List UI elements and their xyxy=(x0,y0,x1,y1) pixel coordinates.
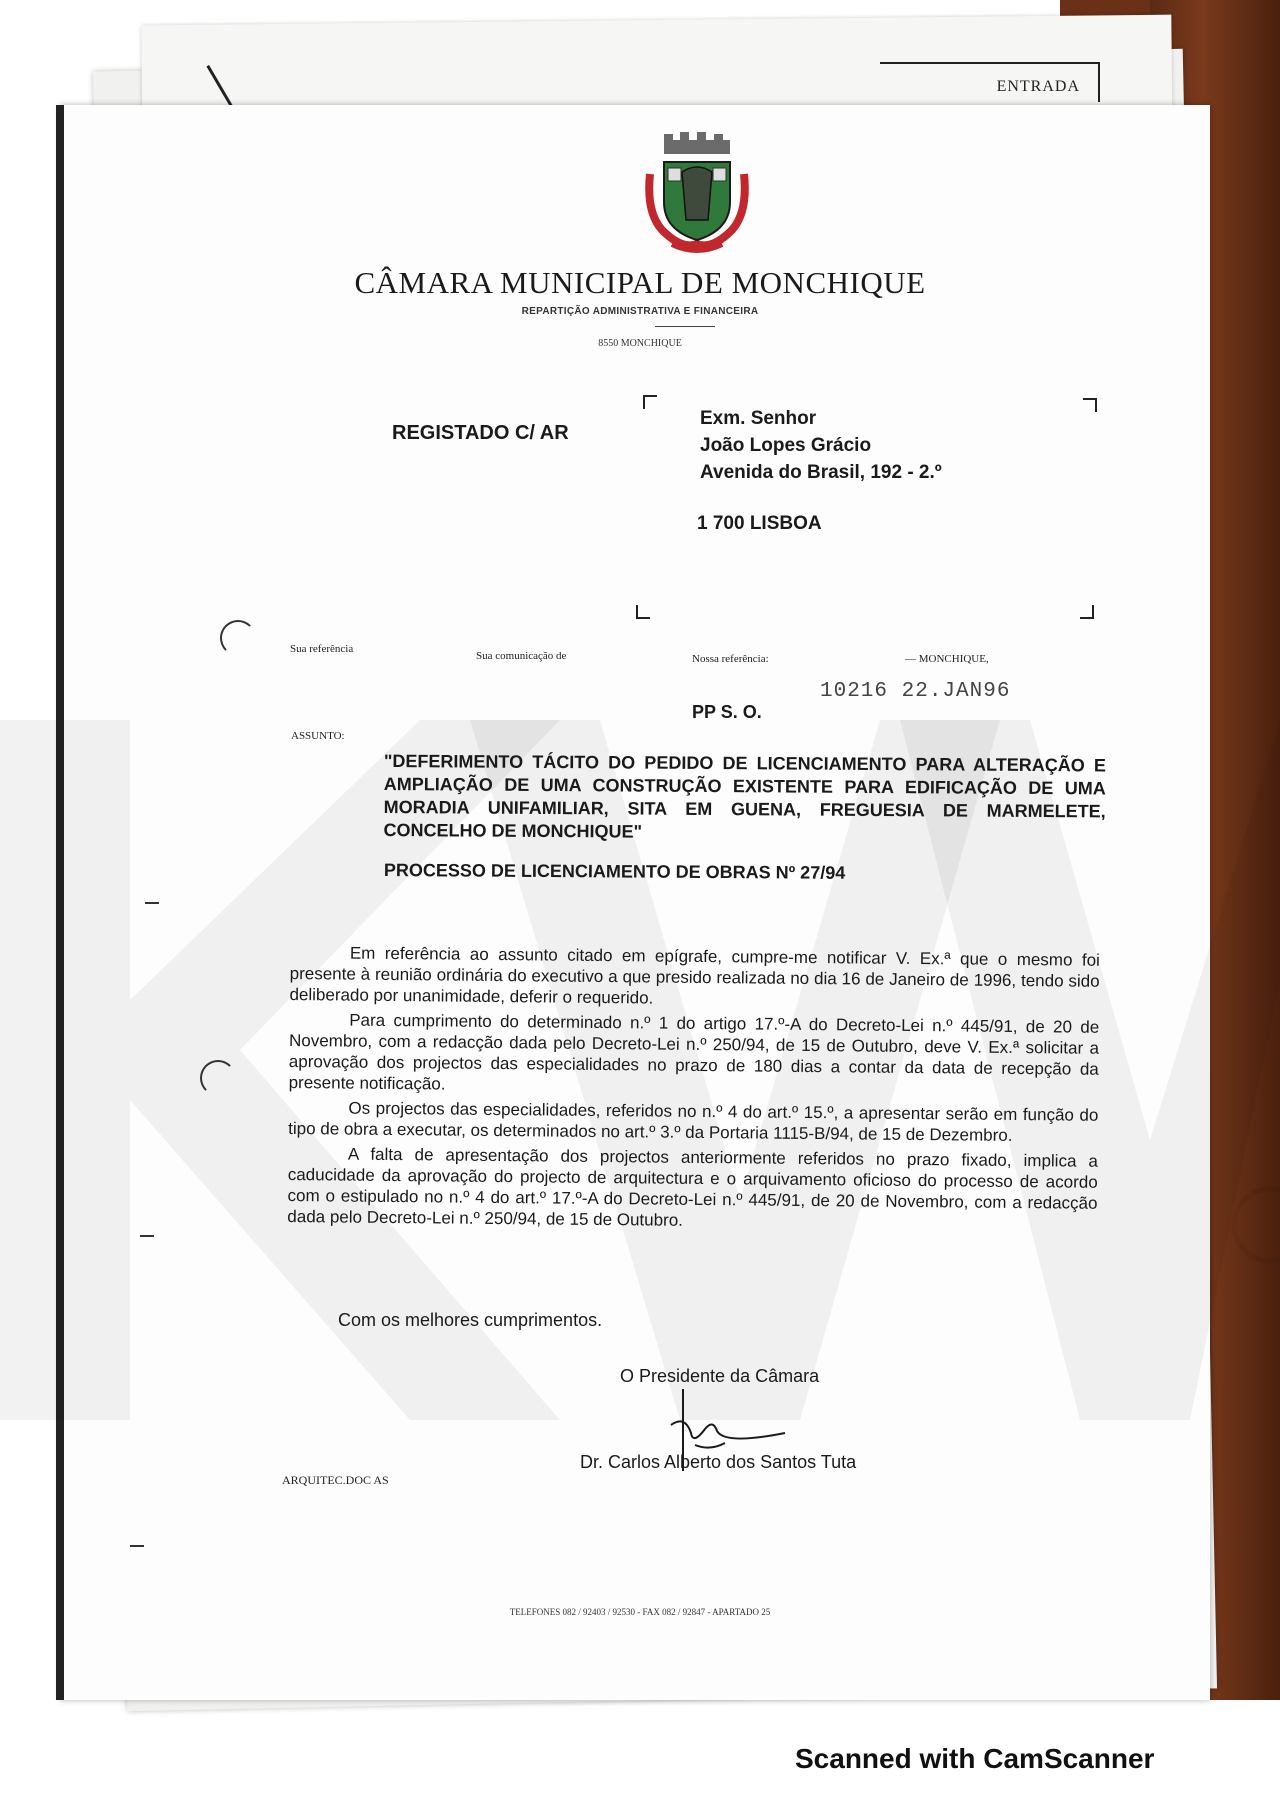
place-label: — MONCHIQUE, xyxy=(905,653,989,665)
punch-hole xyxy=(220,620,256,656)
registered-mail-label: REGISTADO C/ AR xyxy=(392,422,569,444)
letterhead-department: REPARTIÇÃO ADMINISTRATIVA E FINANCEIRA xyxy=(521,306,759,317)
body-paragraph-1: Em referência ao assunto citado em epígrafe, cumpre-me notificar V. Ex.ª que o mesmo foi presente à reunião ordinária do executivo a que presido realizada no dia 16 de Janeiro de 1996, tendo sido deliberado por unanimidade, deferir o requerido. xyxy=(289,943,1100,1008)
recipient-name: João Lopes Grácio xyxy=(700,435,872,456)
entrada-stamp-box xyxy=(880,62,1100,102)
place-text: MONCHIQUE, xyxy=(918,653,989,665)
margin-mark xyxy=(145,902,159,904)
subject-text: "DEFERIMENTO TÁCITO DO PEDIDO DE LICENCIAMENTO PARA ALTERAÇÃO E AMPLIAÇÃO DE UMA CONSTRUÇÃO EXISTENTE PARA EDIFICAÇÃO DE UMA MORADIA UNIFAMILIAR, SITA EM GUENA, FREGUESIA DE MARMELETE, CONCELHO DE MONCHIQUE" xyxy=(383,751,1106,842)
date-stamp: 10216 22.JAN96 xyxy=(820,680,1011,703)
your-communication-label: Sua comunicação de xyxy=(476,650,567,662)
recipient-salutation: Exm. Senhor xyxy=(700,408,817,429)
our-reference-value: PP S. O. xyxy=(692,702,762,722)
window-corner-br xyxy=(1080,605,1094,619)
window-corner-tl xyxy=(643,395,657,409)
subject-label: ASSUNTO: xyxy=(291,730,345,742)
camscanner-label: Scanned with CamScanner xyxy=(795,1743,1155,1774)
entrada-stamp-text: ENTRADA xyxy=(996,78,1080,95)
recipient-city: 1 700 LISBOA xyxy=(697,513,822,534)
body-paragraph-4: A falta de apresentação dos projectos anteriormente referidos no prazo fixado, implica a caducidade da aprovação do projecto de arquitectura e o arquivamento oficioso do processo de acordo com o estipulado no n.º 4 do art.º 17.º-A do Decreto-Lei n.º 445/91, de 20 de Novembro, com a redacção dada pelo Decreto-Lei n.º 250/94, de 15 de Outubro. xyxy=(287,1144,1099,1230)
recipient-street: Avenida do Brasil, 192 - 2.º xyxy=(700,462,942,483)
body-paragraph-2: Para cumprimento do determinado n.º 1 do artigo 17.º-A do Decreto-Lei n.º 445/91, de 20 de Novembro, com a redacção dada pelo Decreto-Lei n.º 250/94, de 15 de Outubro, deve V. Ex.ª solicitar a aprovação dos projectos das especialidades no prazo de 180 dias a contar da data de recepção da presente notificação. xyxy=(288,1010,1100,1094)
punch-hole-2 xyxy=(200,1060,236,1096)
recipient-address xyxy=(700,405,942,486)
letterhead-postal: 8550 MONCHIQUE xyxy=(598,338,682,349)
file-reference: ARQUITEC.DOC AS xyxy=(282,1473,389,1487)
our-reference-label: Nossa referência: xyxy=(692,653,769,665)
window-corner-tr xyxy=(1083,398,1097,412)
margin-mark-2 xyxy=(140,1235,154,1237)
letterhead-title: CÂMARA MUNICIPAL DE MONCHIQUE xyxy=(354,265,926,300)
margin-mark-3 xyxy=(130,1545,144,1547)
letter-body xyxy=(287,942,1100,1239)
municipal-crest-icon xyxy=(642,132,752,257)
window-corner-bl xyxy=(636,605,650,619)
body-paragraph-3: Os projectos das especialidades, referidos no n.º 4 do art.º 15.º, a apresentar serão em função do tipo de obra a executar, os determinados no art.º 3.º da Portaria 1115-B/94, de 15 de Dezembro. xyxy=(288,1098,1099,1145)
your-reference-label: Sua referência xyxy=(290,643,354,655)
process-number: PROCESSO DE LICENCIAMENTO DE OBRAS Nº 27/94 xyxy=(383,860,846,883)
footer-contacts: TELEFONES 082 / 92403 / 92530 - FAX 082 / 92847 - APARTADO 25 xyxy=(509,1607,771,1617)
signatory-name: Dr. Carlos Alberto dos Santos Tuta xyxy=(580,1452,857,1472)
closing-line: Com os melhores cumprimentos. xyxy=(338,1310,603,1330)
letterhead-rule xyxy=(655,326,715,327)
signatory-title: O Presidente da Câmara xyxy=(620,1366,820,1386)
